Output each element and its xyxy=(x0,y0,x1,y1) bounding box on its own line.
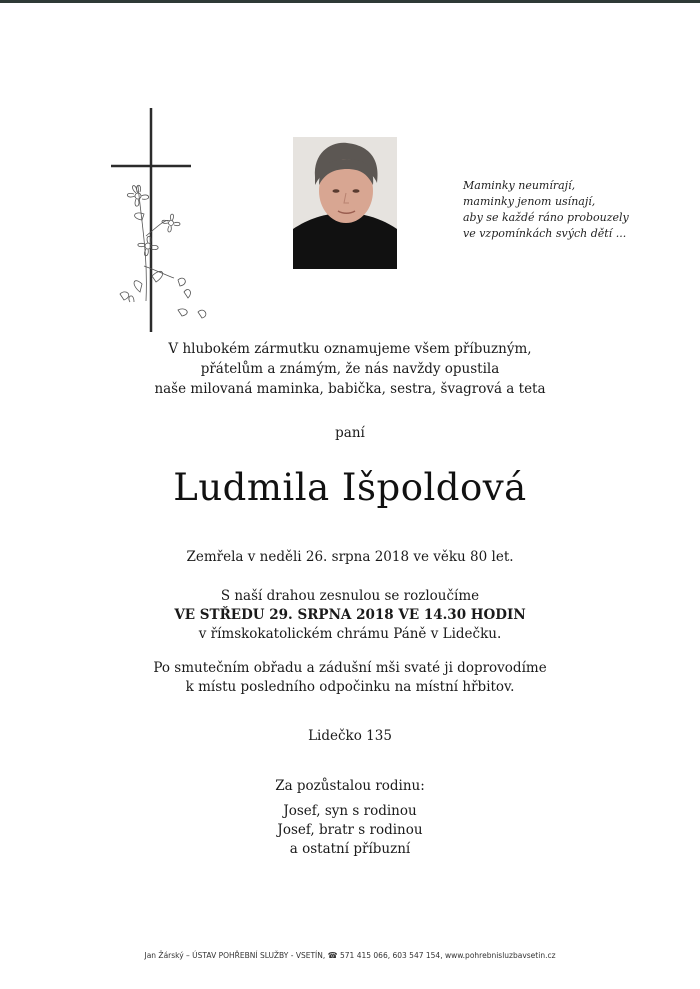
intro-line: přátelům a známým, že nás navždy opustila xyxy=(200,361,500,377)
portrait-icon xyxy=(293,137,397,269)
farewell-date: VE STŘEDU 29. SRPNA 2018 VE 14.30 HODIN xyxy=(174,607,526,623)
family-list xyxy=(0,802,700,859)
quote-line: maminky jenom usínají, xyxy=(463,195,596,208)
intro-announcement xyxy=(0,339,700,399)
title-prefix: paní xyxy=(335,425,365,441)
family-member: a ostatní příbuzní xyxy=(289,841,411,857)
footer-contacts: 571 415 066, 603 547 154, www.pohrebnisluzbavsetin.cz xyxy=(340,951,556,960)
death-notice: Zemřela v neděli 26. srpna 2018 ve věku 80 let. xyxy=(186,549,514,565)
top-border xyxy=(0,0,700,3)
family-member: Josef, bratr s rodinou xyxy=(277,822,423,838)
cross-flower-icon xyxy=(108,106,218,336)
phone-icon: ☎ xyxy=(327,951,338,960)
address: Lidečko 135 xyxy=(308,728,392,744)
family-title: Za pozůstalou rodinu: xyxy=(275,778,425,794)
farewell-place: v římskokatolickém chrámu Páně v Lidečku. xyxy=(198,626,502,642)
quote-line: Maminky neumírají, xyxy=(463,179,576,192)
intro-line: naše milovaná maminka, babička, sestra, švagrová a teta xyxy=(154,381,546,397)
farewell-line: S naší drahou zesnulou se rozloučíme xyxy=(220,588,480,604)
family-member: Josef, syn s rodinou xyxy=(283,803,417,819)
quote-line: aby se každé ráno probouzely xyxy=(463,211,629,224)
footer-company: Jan Žárský – ÚSTAV POHŘEBNÍ SLUŽBY - VSETÍN, xyxy=(144,951,326,960)
portrait-photo xyxy=(293,137,397,269)
after-ceremony xyxy=(0,659,700,697)
footer xyxy=(0,951,700,960)
deceased-name: Ludmila Išpoldová xyxy=(173,466,527,509)
memorial-quote xyxy=(463,178,663,242)
farewell-info xyxy=(0,587,700,644)
intro-line: V hlubokém zármutku oznamujeme všem příbuzným, xyxy=(168,341,532,357)
quote-line: ve vzpomínkách svých dětí ... xyxy=(463,227,627,240)
after-line: k místu posledního odpočinku na místní hřbitov. xyxy=(185,679,515,695)
after-line: Po smutečním obřadu a zádušní mši svaté ji doprovodíme xyxy=(153,660,547,676)
